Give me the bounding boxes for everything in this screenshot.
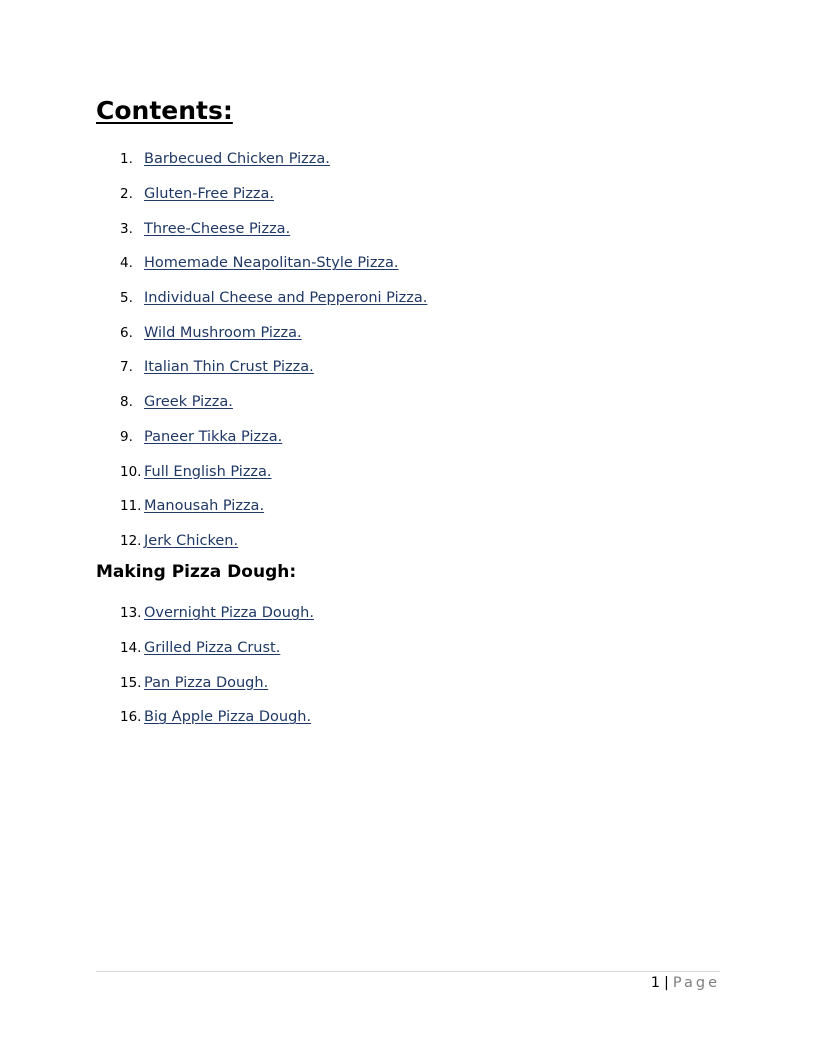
- toc-item-number: 15.: [120, 674, 142, 691]
- toc-item: [96, 700, 314, 735]
- toc-item: [96, 315, 427, 350]
- toc-item-number: 8.: [120, 394, 133, 411]
- dough-list: [96, 596, 314, 735]
- toc-item: [96, 385, 427, 420]
- toc-item-number: 12.: [120, 532, 142, 549]
- toc-item-number: 7.: [120, 359, 133, 376]
- toc-item: [96, 350, 427, 385]
- toc-link-jerk-chicken[interactable]: Jerk Chicken.: [144, 532, 239, 549]
- footer-separator: |: [664, 975, 669, 991]
- toc-item-number: 9.: [120, 428, 133, 445]
- toc-item-number: 14.: [120, 640, 142, 657]
- toc-item: [96, 281, 427, 316]
- dough-section-heading: Making Pizza Dough:: [96, 562, 297, 582]
- toc-link-pan-pizza-dough[interactable]: Pan Pizza Dough.: [144, 674, 269, 691]
- toc-item-number: 5.: [120, 290, 133, 307]
- toc-item-number: 13.: [120, 605, 142, 622]
- toc-item: [96, 596, 314, 631]
- toc-link-individual-cheese-and-pepperoni-pizza[interactable]: Individual Cheese and Pepperoni Pizza.: [144, 290, 428, 307]
- toc-link-three-cheese-pizza[interactable]: Three-Cheese Pizza.: [144, 220, 291, 237]
- toc-link-greek-pizza[interactable]: Greek Pizza.: [144, 394, 233, 411]
- toc-item: [96, 524, 427, 559]
- toc-item: [96, 177, 427, 212]
- page-number: 1: [650, 975, 660, 991]
- footer-divider: [96, 971, 720, 972]
- toc-item: [96, 631, 314, 666]
- toc-item-number: 2.: [120, 186, 133, 203]
- toc-item: [96, 211, 427, 246]
- toc-item: [96, 142, 427, 177]
- toc-item: [96, 246, 427, 281]
- toc-item: [96, 454, 427, 489]
- toc-item-number: 4.: [120, 255, 133, 272]
- toc-link-full-english-pizza[interactable]: Full English Pizza.: [144, 463, 272, 480]
- toc-link-barbecued-chicken-pizza[interactable]: Barbecued Chicken Pizza.: [144, 151, 330, 168]
- toc-link-manousah-pizza[interactable]: Manousah Pizza.: [144, 498, 265, 515]
- toc-link-homemade-neapolitan-style-pizza[interactable]: Homemade Neapolitan-Style Pizza.: [144, 255, 399, 272]
- toc-link-big-apple-pizza-dough[interactable]: Big Apple Pizza Dough.: [144, 709, 312, 726]
- contents-heading: Contents:: [96, 96, 233, 125]
- toc-item-number: 6.: [120, 324, 133, 341]
- toc-item-number: 1.: [120, 151, 133, 168]
- toc-link-grilled-pizza-crust[interactable]: Grilled Pizza Crust.: [144, 640, 281, 657]
- toc-link-wild-mushroom-pizza[interactable]: Wild Mushroom Pizza.: [144, 324, 302, 341]
- toc-link-paneer-tikka-pizza[interactable]: Paneer Tikka Pizza.: [144, 428, 283, 445]
- toc-link-gluten-free-pizza[interactable]: Gluten-Free Pizza.: [144, 186, 275, 203]
- contents-list: [96, 142, 427, 558]
- page-label: Page: [672, 975, 720, 991]
- toc-item: [96, 420, 427, 455]
- page-footer: [651, 973, 720, 993]
- toc-link-overnight-pizza-dough[interactable]: Overnight Pizza Dough.: [144, 605, 314, 622]
- toc-item-number: 10.: [120, 463, 142, 480]
- toc-item: [96, 489, 427, 524]
- toc-item-number: 11.: [120, 498, 142, 515]
- toc-item-number: 16.: [120, 709, 142, 726]
- toc-item: [96, 665, 314, 700]
- toc-item-number: 3.: [120, 220, 133, 237]
- toc-link-italian-thin-crust-pizza[interactable]: Italian Thin Crust Pizza.: [144, 359, 314, 376]
